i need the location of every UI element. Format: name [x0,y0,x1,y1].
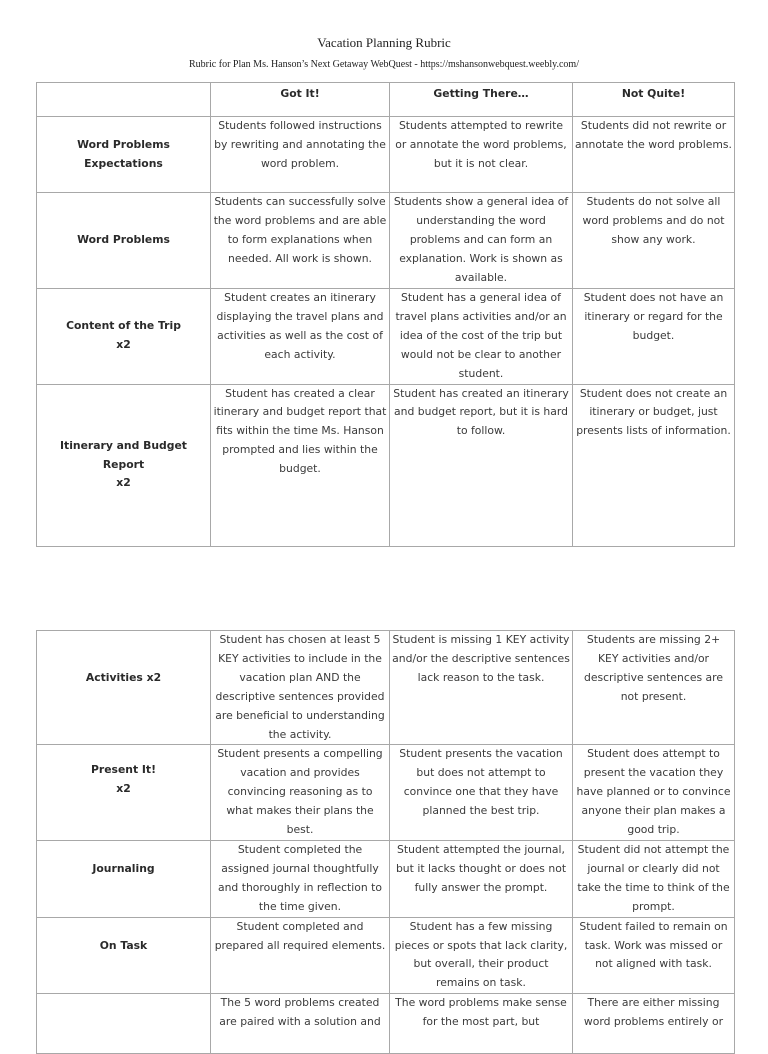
document-subtitle: Rubric for Plan Ms. Hanson’s Next Getaway WebQuest - https://mshansonwebquest.weebly.com/ [189,59,579,70]
table-row [37,289,735,385]
table-row [37,840,735,917]
not-quite-cell: Students did not rewrite or annotate the word problems. [573,117,735,193]
not-quite-cell: Student does attempt to present the vacation they have planned or to convince anyone their plan makes a good trip. [573,745,735,841]
not-quite-cell: Student does not create an itinerary or budget, just presents lists of information. [573,384,735,546]
got-it-cell: Student has chosen at least 5 KEY activities to include in the vacation plan AND the descriptive sentences provided are beneficial to understanding the activity. [211,631,390,745]
getting-there-cell: Student presents the vacation but does not attempt to convince one that they have planned the best trip. [390,745,573,841]
criterion-cell: Activities x2 [37,631,211,745]
not-quite-cell: Student did not attempt the journal or clearly did not take the time to think of the prompt. [573,840,735,917]
getting-there-cell: Student has a general idea of travel plans activities and/or an idea of the cost of the trip but would not be clear to another student. [390,289,573,385]
getting-there-cell: The word problems make sense for the most part, but [390,994,573,1054]
document-title: Vacation Planning Rubric [317,35,451,50]
getting-there-cell: Student is missing 1 KEY activity and/or the descriptive sentences lack reason to the task. [390,631,573,745]
criterion-cell: Itinerary and Budget Report x2 [37,384,211,546]
not-quite-cell: There are either missing word problems entirely or [573,994,735,1054]
getting-there-cell: Student attempted the journal, but it lacks thought or does not fully answer the prompt. [390,840,573,917]
header-getting-there: Getting There… [390,83,573,117]
criterion-cell: Word Problems Expectations [37,117,211,193]
got-it-cell: Student completed the assigned journal thoughtfully and thoroughly in reflection to the time given. [211,840,390,917]
criterion-cell: Present It! x2 [37,745,211,841]
table-header-row [37,83,735,117]
got-it-cell: Student has created a clear itinerary and budget report that fits within the time Ms. Hanson prompted and lies within the budget. [211,384,390,546]
not-quite-cell: Students are missing 2+ KEY activities and/or descriptive sentences are not present. [573,631,735,745]
table-row [37,384,735,546]
table-row [37,631,735,745]
got-it-cell: Student presents a compelling vacation and provides convincing reasoning as to what makes their plans the best. [211,745,390,841]
got-it-cell: Student creates an itinerary displaying the travel plans and activities as well as the cost of each activity. [211,289,390,385]
got-it-cell: Students can successfully solve the word problems and are able to form explanations when needed. All work is shown. [211,193,390,289]
not-quite-cell: Students do not solve all word problems and do not show any work. [573,193,735,289]
criterion-cell: Content of the Trip x2 [37,289,211,385]
got-it-cell: Students followed instructions by rewriting and annotating the word problem. [211,117,390,193]
criterion-cell: Word Problems [37,193,211,289]
header-criterion [37,83,211,117]
rubric-table-1 [36,82,735,547]
not-quite-cell: Student does not have an itinerary or regard for the budget. [573,289,735,385]
getting-there-cell: Student has created an itinerary and budget report, but it is hard to follow. [390,384,573,546]
got-it-cell: Student completed and prepared all required elements. [211,917,390,994]
getting-there-cell: Student has a few missing pieces or spots that lack clarity, but overall, their product remains on task. [390,917,573,994]
criterion-cell: Journaling [37,840,211,917]
criterion-cell: On Task [37,917,211,994]
rubric-table-2 [36,630,735,1054]
table-row [37,745,735,841]
not-quite-cell: Student failed to remain on task. Work was missed or not aligned with task. [573,917,735,994]
getting-there-cell: Students attempted to rewrite or annotate the word problems, but it is not clear. [390,117,573,193]
table-row [37,917,735,994]
table-row [37,117,735,193]
header-not-quite: Not Quite! [573,83,735,117]
got-it-cell: The 5 word problems created are paired with a solution and [211,994,390,1054]
getting-there-cell: Students show a general idea of understanding the word problems and can form an explanation. Work is shown as available. [390,193,573,289]
table-row [37,193,735,289]
header-got-it: Got It! [211,83,390,117]
